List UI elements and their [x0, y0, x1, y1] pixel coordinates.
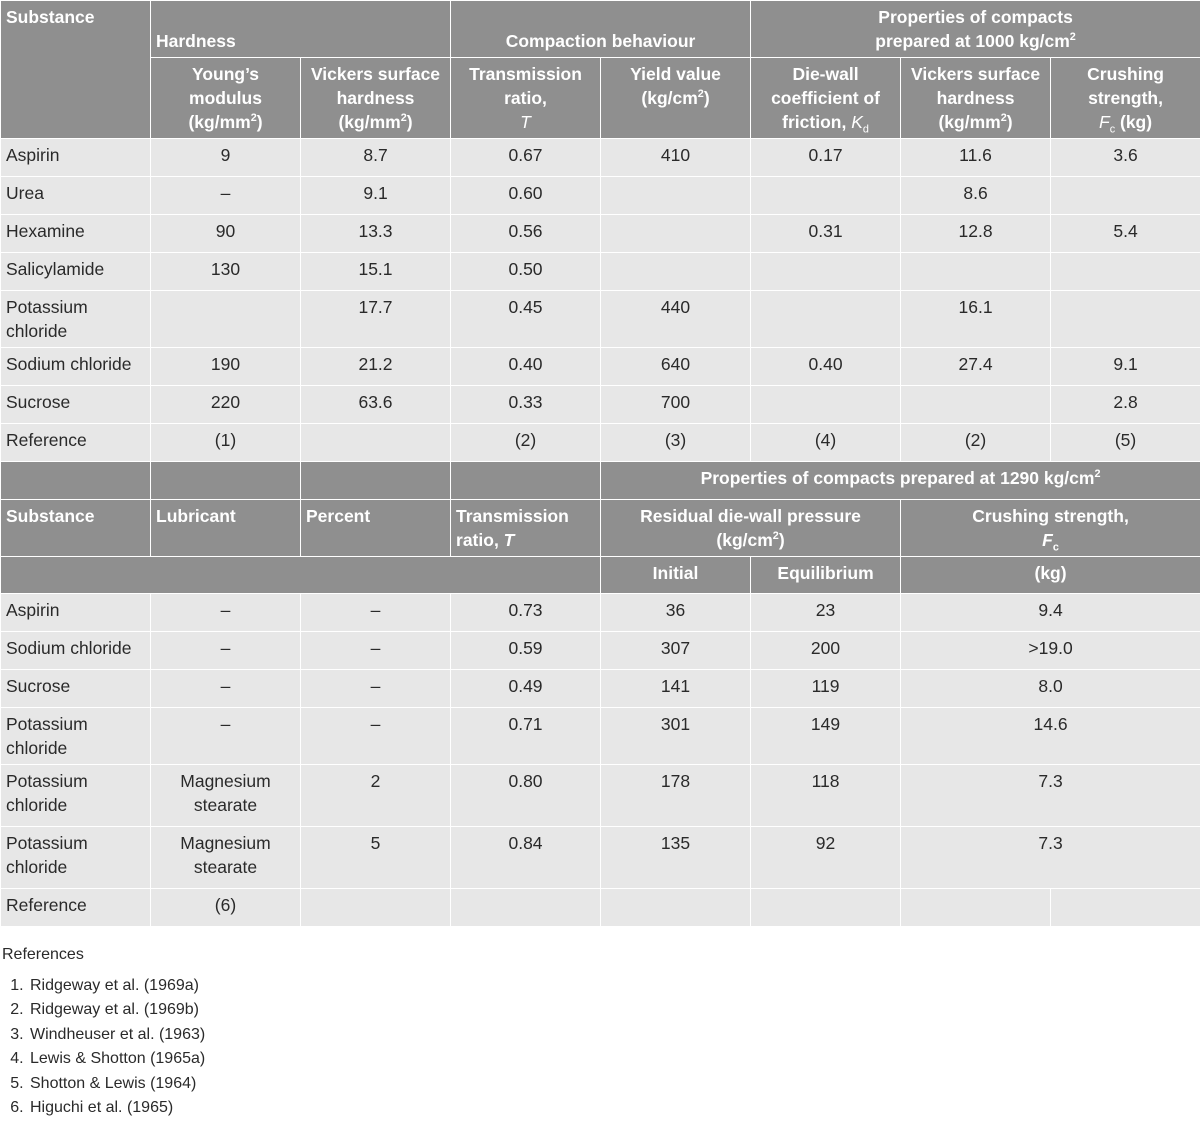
cell-initial: 301: [601, 708, 751, 765]
transmission-ratio-header-2: Transmission ratio, T: [451, 500, 601, 557]
cell-yield: 640: [601, 348, 751, 386]
cell-substance: Potassium chloride: [1, 765, 151, 827]
cell-youngs: (1): [151, 424, 301, 462]
cell-compact-vickers: [901, 386, 1051, 424]
reference-item: 4. Lewis & Shotton (1965a): [28, 1047, 1200, 1072]
cell-compact-vickers: 8.6: [901, 177, 1051, 215]
cell-empty: [1051, 889, 1200, 927]
table1-row: [1, 253, 1200, 291]
header-blank: [151, 462, 301, 500]
cell-crushing: 9.4: [901, 594, 1200, 632]
table1-row: [1, 291, 1200, 348]
cell-percent: –: [301, 594, 451, 632]
cell-diewall: 0.40: [751, 348, 901, 386]
cell-substance: Sucrose: [1, 386, 151, 424]
cell-lubricant: Magnesium stearate: [151, 765, 301, 827]
cell-lubricant: (6): [151, 889, 301, 927]
cell-substance: Sodium chloride: [1, 348, 151, 386]
hardness-header: Hardness: [151, 1, 451, 58]
table2-row: [1, 708, 1200, 765]
references-title: References: [2, 943, 1200, 968]
initial-header: Initial: [601, 557, 751, 594]
cell-crushing: [1051, 253, 1200, 291]
cell-lubricant: –: [151, 594, 301, 632]
cell-substance: Aspirin: [1, 594, 151, 632]
compacts-1290-header: Properties of compacts prepared at 1290 $kg/cm^2$: [601, 462, 1200, 500]
cell-substance: Potassium chloride: [1, 291, 151, 348]
cell-substance: Potassium chloride: [1, 708, 151, 765]
cell-empty: [601, 889, 751, 927]
cell-crushing: >19.0: [901, 632, 1200, 670]
vickers-hardness-header: Vickers surface hardness $(kg/mm^2)$: [301, 58, 451, 139]
cell-transmission: 0.56: [451, 215, 601, 253]
cell-percent: –: [301, 632, 451, 670]
cell-substance: Reference: [1, 889, 151, 927]
cell-percent: 5: [301, 827, 451, 889]
cell-crushing: 7.3: [901, 765, 1200, 827]
cell-initial: 178: [601, 765, 751, 827]
cell-compact-vickers: 16.1: [901, 291, 1051, 348]
cell-crushing: 9.1: [1051, 348, 1200, 386]
cell-initial: 36: [601, 594, 751, 632]
table2-header-row-1: [1, 462, 1200, 500]
cell-diewall: 0.31: [751, 215, 901, 253]
substance-header: Substance: [1, 1, 151, 139]
cell-transmission: 0.71: [451, 708, 601, 765]
reference-item: 3. Windheuser et al. (1963): [28, 1023, 1200, 1048]
compaction-behaviour-header: Compaction behaviour: [451, 1, 751, 58]
cell-youngs: –: [151, 177, 301, 215]
references-section: [0, 943, 1200, 1121]
cell-empty: [451, 889, 601, 927]
cell-diewall: (4): [751, 424, 901, 462]
cell-vickers: 13.3: [301, 215, 451, 253]
die-wall-friction-header: Die-wall coefficient of friction, $K_d$: [751, 58, 901, 139]
header-blank: [1, 462, 151, 500]
table2-row: [1, 765, 1200, 827]
cell-crushing: 8.0: [901, 670, 1200, 708]
cell-initial: 135: [601, 827, 751, 889]
cell-diewall: [751, 253, 901, 291]
cell-crushing: 3.6: [1051, 139, 1200, 177]
cell-compact-vickers: (2): [901, 424, 1051, 462]
table2-row: [1, 594, 1200, 632]
cell-transmission: 0.67: [451, 139, 601, 177]
cell-crushing: 7.3: [901, 827, 1200, 889]
cell-initial: 307: [601, 632, 751, 670]
cell-youngs: 130: [151, 253, 301, 291]
table1-row: [1, 348, 1200, 386]
reference-item: 6. Higuchi et al. (1965): [28, 1096, 1200, 1121]
cell-equilibrium: 149: [751, 708, 901, 765]
header-blank: [451, 462, 601, 500]
cell-youngs: 90: [151, 215, 301, 253]
cell-lubricant: –: [151, 670, 301, 708]
table1-header-row-1: [1, 1, 1200, 58]
residual-pressure-header: Residual die-wall pressure $(kg/cm^2)$: [601, 500, 901, 557]
cell-transmission: (2): [451, 424, 601, 462]
cell-substance: Sodium chloride: [1, 632, 151, 670]
cell-diewall: 0.17: [751, 139, 901, 177]
cell-crushing: 14.6: [901, 708, 1200, 765]
cell-yield: 700: [601, 386, 751, 424]
cell-transmission: 0.59: [451, 632, 601, 670]
cell-transmission: 0.50: [451, 253, 601, 291]
cell-compact-vickers: 27.4: [901, 348, 1051, 386]
cell-diewall: [751, 386, 901, 424]
cell-equilibrium: 23: [751, 594, 901, 632]
crushing-strength-header-2: Crushing strength, $F_c$: [901, 500, 1200, 557]
cell-substance: Sucrose: [1, 670, 151, 708]
cell-transmission: 0.84: [451, 827, 601, 889]
youngs-modulus-header: Young’s modulus $(kg/mm^2)$: [151, 58, 301, 139]
cell-empty: [901, 889, 1051, 927]
header-blank: [301, 462, 451, 500]
cell-lubricant: Magnesium stearate: [151, 827, 301, 889]
cell-percent: –: [301, 670, 451, 708]
cell-diewall: [751, 177, 901, 215]
lubricant-header: Lubricant: [151, 500, 301, 557]
cell-transmission: 0.40: [451, 348, 601, 386]
table1-row: [1, 139, 1200, 177]
references-list: [2, 974, 1200, 1121]
cell-equilibrium: 118: [751, 765, 901, 827]
table1-header-row-2: [1, 58, 1200, 139]
cell-compact-vickers: [901, 253, 1051, 291]
cell-vickers: [301, 424, 451, 462]
cell-substance: Salicylamide: [1, 253, 151, 291]
cell-percent: 2: [301, 765, 451, 827]
substance-header-2: Substance: [1, 500, 151, 557]
cell-empty: [301, 889, 451, 927]
cell-equilibrium: 92: [751, 827, 901, 889]
cell-transmission: 0.49: [451, 670, 601, 708]
cell-initial: 141: [601, 670, 751, 708]
cell-substance: Potassium chloride: [1, 827, 151, 889]
cell-yield: [601, 177, 751, 215]
cell-vickers: 9.1: [301, 177, 451, 215]
table1-reference-row: [1, 424, 1200, 462]
cell-yield: 410: [601, 139, 751, 177]
cell-vickers: 63.6: [301, 386, 451, 424]
cell-vickers: 15.1: [301, 253, 451, 291]
percent-header: Percent: [301, 500, 451, 557]
equilibrium-header: Equilibrium: [751, 557, 901, 594]
cell-substance: Urea: [1, 177, 151, 215]
cell-yield: [601, 215, 751, 253]
table2-header-row-2: [1, 500, 1200, 557]
crushing-strength-header: Crushing strength, $F_c$ (kg): [1051, 58, 1200, 139]
cell-lubricant: –: [151, 708, 301, 765]
cell-yield: (3): [601, 424, 751, 462]
table2-row: [1, 670, 1200, 708]
cell-youngs: 220: [151, 386, 301, 424]
reference-item: 5. Shotton & Lewis (1964): [28, 1072, 1200, 1097]
cell-lubricant: –: [151, 632, 301, 670]
table2-row: [1, 827, 1200, 889]
cell-youngs: 190: [151, 348, 301, 386]
reference-item: 1. Ridgeway et al. (1969a): [28, 974, 1200, 999]
cell-substance: Aspirin: [1, 139, 151, 177]
cell-crushing: 5.4: [1051, 215, 1200, 253]
table2-row: [1, 632, 1200, 670]
cell-transmission: 0.60: [451, 177, 601, 215]
compacts-1000-header: Properties of compacts prepared at 1000 $kg/cm^2$: [751, 1, 1200, 58]
cell-compact-vickers: 11.6: [901, 139, 1051, 177]
compact-vickers-header: Vickers surface hardness $(kg/mm^2)$: [901, 58, 1051, 139]
cell-equilibrium: 119: [751, 670, 901, 708]
cell-youngs: [151, 291, 301, 348]
table1-row: [1, 386, 1200, 424]
table1-row: [1, 177, 1200, 215]
table2-header-row-3: [1, 557, 1200, 594]
cell-empty: [751, 889, 901, 927]
cell-transmission: 0.33: [451, 386, 601, 424]
cell-crushing: [1051, 291, 1200, 348]
cell-substance: Reference: [1, 424, 151, 462]
cell-crushing: [1051, 177, 1200, 215]
kg-header: (kg): [901, 557, 1200, 594]
cell-youngs: 9: [151, 139, 301, 177]
cell-crushing: (5): [1051, 424, 1200, 462]
cell-equilibrium: 200: [751, 632, 901, 670]
cell-crushing: 2.8: [1051, 386, 1200, 424]
cell-percent: –: [301, 708, 451, 765]
cell-transmission: 0.73: [451, 594, 601, 632]
cell-yield: [601, 253, 751, 291]
cell-vickers: 17.7: [301, 291, 451, 348]
cell-transmission: 0.80: [451, 765, 601, 827]
table2-reference-row: [1, 889, 1200, 927]
cell-yield: 440: [601, 291, 751, 348]
cell-compact-vickers: 12.8: [901, 215, 1051, 253]
header-blank: [1, 557, 601, 594]
cell-vickers: 8.7: [301, 139, 451, 177]
transmission-ratio-header: Transmission ratio, T: [451, 58, 601, 139]
yield-value-header: Yield value $(kg/cm^2)$: [601, 58, 751, 139]
cell-substance: Hexamine: [1, 215, 151, 253]
cell-transmission: 0.45: [451, 291, 601, 348]
reference-item: 2. Ridgeway et al. (1969b): [28, 998, 1200, 1023]
cell-vickers: 21.2: [301, 348, 451, 386]
table1-row: [1, 215, 1200, 253]
cell-diewall: [751, 291, 901, 348]
